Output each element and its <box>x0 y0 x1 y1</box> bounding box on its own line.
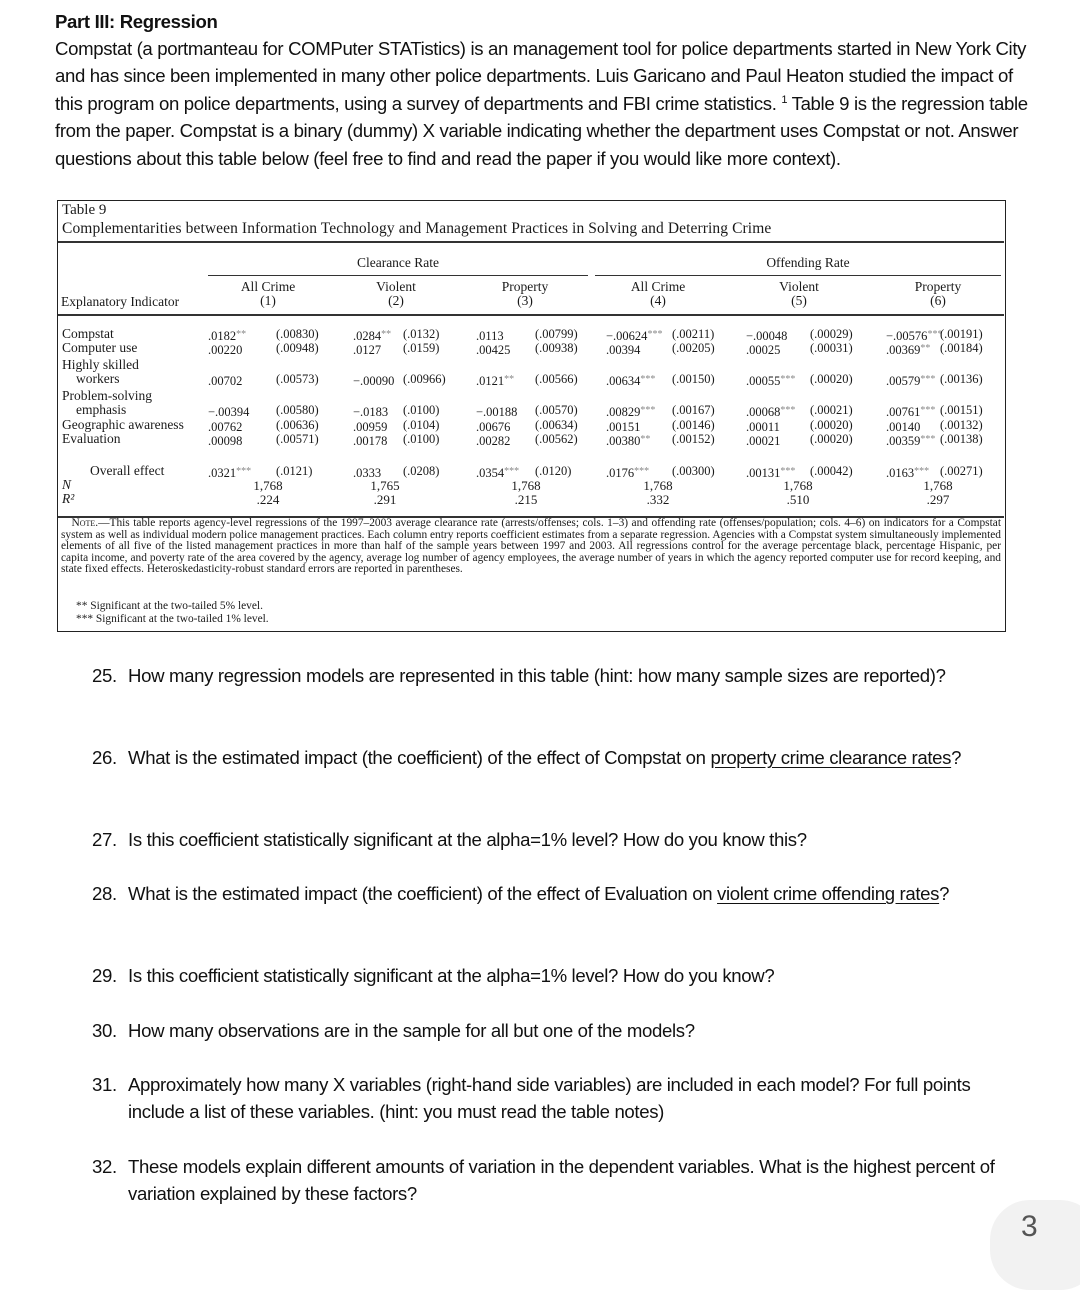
significance-stars: *** <box>236 466 252 477</box>
coefficient-cell: .00359*** <box>886 434 936 448</box>
r2-label: R² <box>62 491 75 506</box>
standard-error-cell: (.00562) <box>535 432 578 446</box>
coefficient-cell: −.00188 <box>476 405 518 419</box>
significance-stars: *** <box>780 374 796 385</box>
r2-value: .332 <box>646 492 670 507</box>
standard-error-cell: (.00571) <box>276 432 319 446</box>
row-label: Overall effect <box>90 463 165 478</box>
group-header-offending: Offending Rate <box>766 255 850 270</box>
intro-text-1: Compstat (a portmanteau for COMPuter STATistics) is an management tool for police departments started in New York City and has since been implemented in many other police departments. Luis Garicano and Paul Heaton studied the impact of this program on police departments, using a survey of departments and FBI crime statistics. <box>55 38 1027 114</box>
table-top-rule <box>58 241 1004 243</box>
coefficient-cell: .00829*** <box>606 405 656 419</box>
col-header-5: Violent (5) <box>779 279 819 308</box>
significance-stars: *** <box>647 329 663 340</box>
significance-stars: *** <box>780 405 796 416</box>
regression-table-image <box>57 200 1006 632</box>
coefficient-cell: .00676 <box>476 420 511 434</box>
underlined-phrase: violent crime offending rates <box>717 883 940 904</box>
standard-error-cell: (.0120) <box>535 464 572 478</box>
coefficient-cell: .00021 <box>746 434 781 448</box>
n-value: 1,768 <box>643 478 673 493</box>
standard-error-cell: (.00300) <box>672 464 715 478</box>
coefficient-cell: .00140 <box>886 420 921 434</box>
page-number-glyph: 3 <box>1021 1210 1038 1243</box>
coefficient-cell: −.00624*** <box>606 329 663 343</box>
coefficient-cell: .00762 <box>208 420 243 434</box>
coefficient-cell: .00131*** <box>746 466 796 480</box>
significance-stars: *** <box>780 466 796 477</box>
intro-text-2: Table 9 is the regression table from the paper. Compstat is a binary (dummy) X variable indicating whether the department uses Compstat or not. Answer questions about this table below (feel free to find and read the paper if you would like more context). <box>55 92 1028 169</box>
question-30: 30. How many observations are in the sample for all but one of the models? <box>92 1020 695 1041</box>
significance-stars: *** <box>634 466 650 477</box>
row-label: Evaluation <box>62 431 121 446</box>
underlined-phrase: property crime clearance rates <box>710 747 952 768</box>
row-label-line1: Highly skilled <box>62 357 139 372</box>
significance-stars: *** <box>914 466 930 477</box>
coefficient-cell: .00579*** <box>886 374 936 388</box>
coefficient-cell: .00098 <box>208 434 243 448</box>
question-28: 28. What is the estimated impact (the coefficient) of the effect of Evaluation on violent crime offending rates? <box>92 883 950 904</box>
intro-section <box>55 8 1045 172</box>
coefficient-cell: .0284** <box>353 329 392 343</box>
coefficient-cell: .00282 <box>476 434 511 448</box>
clearance-rule <box>208 275 588 276</box>
row-label: workers <box>76 371 120 386</box>
n-value: 1,768 <box>783 478 813 493</box>
page-corner-button[interactable] <box>990 1200 1080 1290</box>
coefficient-cell: .0121** <box>476 374 515 388</box>
question-32: 32. These models explain different amounts of variation in the dependent variables. What is the highest percent of variation explained by these factors? <box>92 1156 995 1205</box>
significance-stars: *** <box>504 466 520 477</box>
n-value: 1,768 <box>511 478 541 493</box>
question-29: 29. Is this coefficient statistically significant at the alpha=1% level? How do you know? <box>92 965 775 986</box>
coefficient-cell: .0163*** <box>886 466 930 480</box>
standard-error-cell: (.00570) <box>535 403 578 417</box>
coefficient-cell: .00025 <box>746 343 781 357</box>
col-header-4: All Crime (4) <box>630 279 686 308</box>
group-header-clearance: Clearance Rate <box>356 255 440 270</box>
standard-error-cell: (.0121) <box>276 464 313 478</box>
significance-stars: ** <box>920 343 931 354</box>
coefficient-cell: .0354*** <box>476 466 520 480</box>
significance-stars: ** <box>381 329 392 340</box>
question-27: 27. Is this coefficient statistically significant at the alpha=1% level? How do you know this? <box>92 829 807 850</box>
significance-stars: ** <box>504 374 515 385</box>
significance-stars: ** <box>640 434 651 445</box>
standard-error-cell: (.00636) <box>276 418 319 432</box>
standard-error-cell: (.0208) <box>403 464 440 478</box>
n-value: 1,768 <box>253 478 283 493</box>
standard-error-cell: (.00021) <box>810 403 853 417</box>
standard-error-cell: (.00938) <box>535 341 578 355</box>
r2-value: .224 <box>256 492 280 507</box>
table-title: Complementarities between Information Technology and Management Practices in Solving and Deterring Crime <box>62 220 772 237</box>
significance-stars: *** <box>920 405 936 416</box>
standard-error-cell: (.00580) <box>276 403 319 417</box>
section-heading: Part III: Regression <box>55 11 218 32</box>
standard-error-cell: (.0100) <box>403 403 440 417</box>
stub-header: Explanatory Indicator <box>61 294 180 309</box>
row-label: Compstat <box>62 326 114 341</box>
row-label: Computer use <box>62 340 138 355</box>
sig-1-legend: *** Significant at the two-tailed 1% level. <box>76 613 269 625</box>
standard-error-cell: (.00271) <box>940 464 983 478</box>
coefficient-cell: .0176*** <box>606 466 650 480</box>
standard-error-cell: (.0159) <box>403 341 440 355</box>
coefficient-cell: −.0183 <box>353 405 389 419</box>
standard-error-cell: (.00029) <box>810 327 853 341</box>
col-header-2: Violent (2) <box>376 279 416 308</box>
r2-value: .215 <box>514 492 538 507</box>
standard-error-cell: (.00020) <box>810 418 853 432</box>
table-note <box>61 518 1001 576</box>
significance-stars: *** <box>640 374 656 385</box>
coefficient-cell: .00055*** <box>746 374 796 388</box>
coefficient-cell: .0127 <box>353 343 382 357</box>
coefficient-cell: −.00090 <box>353 374 395 388</box>
standard-error-cell: (.00150) <box>672 372 715 386</box>
standard-error-cell: (.00799) <box>535 327 578 341</box>
r2-value: .291 <box>373 492 397 507</box>
significance-stars: *** <box>640 405 656 416</box>
table-label: Table 9 <box>62 202 107 218</box>
standard-error-cell: (.00634) <box>535 418 578 432</box>
standard-error-cell: (.00566) <box>535 372 578 386</box>
coefficient-cell: .0333 <box>353 466 382 480</box>
note-lead: Note. <box>71 517 99 529</box>
n-value: 1,768 <box>923 478 953 493</box>
standard-error-cell: (.00191) <box>940 327 983 341</box>
coefficient-cell: .0113 <box>476 329 504 343</box>
coefficient-cell: .00380** <box>606 434 651 448</box>
note-text: —This table reports agency-level regressions of the 1997–2003 average clearance rate (arrests/offenses; cols. 1–3) and offending rate (offenses/population; cols. 4–6) on indicators for a Compstat system as well as individual modern police management practices. Each column entry reports coefficient estimates from a separate regression. Agencies with a Compstat system simultaneously implemented elements of all five of the listed management practices in more than half of the sample years between 1997 and 2003. All regressions control for the average percentage black, percentage Hispanic, per capita income, and poverty rate of the area covered by the agency, average log number of agency employees, the average number of years in which the agency reported computer use for record keeping, and state fixed effects. Heteroskedasticity-robust standard errors are reported in parentheses. <box>61 517 1001 575</box>
question-25: 25. How many regression models are represented in this table (hint: how many sample sizes are reported)? <box>92 665 946 686</box>
standard-error-cell: (.00151) <box>940 403 983 417</box>
coefficient-cell: .0321*** <box>208 466 252 480</box>
sig-5-legend: ** Significant at the two-tailed 5% level. <box>76 600 263 612</box>
col-header-3: Property (3) <box>501 279 549 308</box>
standard-error-cell: (.00020) <box>810 432 853 446</box>
footnote-marker: 1 <box>781 93 788 106</box>
coefficient-cell: .00959 <box>353 420 388 434</box>
row-label-line1: Problem-solving <box>62 388 152 403</box>
intro-paragraph <box>55 35 1045 172</box>
standard-error-cell: (.00966) <box>403 372 446 386</box>
row-label: emphasis <box>76 402 127 417</box>
question-31: 31. Approximately how many X variables (right-hand side variables) are included in each model? For full points include a list of these variables. (hint: you must read the table notes) <box>92 1074 971 1123</box>
standard-error-cell: (.00830) <box>276 327 319 341</box>
significance-stars: *** <box>927 329 943 340</box>
standard-error-cell: (.00211) <box>672 327 715 341</box>
standard-error-cell: (.00138) <box>940 432 983 446</box>
col-header-1: All Crime (1) <box>240 279 296 308</box>
coefficient-cell: .00011 <box>746 420 780 434</box>
header-bottom-rule <box>58 314 1004 316</box>
n-value: 1,765 <box>370 478 400 493</box>
coefficient-cell: −.00576*** <box>886 329 943 343</box>
standard-error-cell: (.00184) <box>940 341 983 355</box>
standard-error-cell: (.00948) <box>276 341 319 355</box>
significance-stars: *** <box>920 434 936 445</box>
coefficient-cell: −.00048 <box>746 329 788 343</box>
standard-error-cell: (.00205) <box>672 341 715 355</box>
standard-error-cell: (.00573) <box>276 372 319 386</box>
standard-error-cell: (.00042) <box>810 464 853 478</box>
row-label: Geographic awareness <box>62 417 184 432</box>
r2-value: .297 <box>926 492 950 507</box>
coefficient-cell: .00761*** <box>886 405 936 419</box>
standard-error-cell: (.00167) <box>672 403 715 417</box>
coefficient-cell: .00178 <box>353 434 388 448</box>
col-header-6: Property (6) <box>914 279 962 308</box>
coefficient-cell: −.00394 <box>208 405 250 419</box>
coefficient-cell: .00068*** <box>746 405 796 419</box>
standard-error-cell: (.00146) <box>672 418 715 432</box>
standard-error-cell: (.00020) <box>810 372 853 386</box>
coefficient-cell: .00425 <box>476 343 511 357</box>
standard-error-cell: (.0104) <box>403 418 440 432</box>
question-26: 26. What is the estimated impact (the coefficient) of the effect of Compstat on property crime clearance rates? <box>92 747 962 768</box>
standard-error-cell: (.00136) <box>940 372 983 386</box>
standard-error-cell: (.00132) <box>940 418 983 432</box>
n-label: N <box>62 477 72 492</box>
coefficient-cell: .00634*** <box>606 374 656 388</box>
standard-error-cell: (.00031) <box>810 341 853 355</box>
coefficient-cell: .0182** <box>208 329 247 343</box>
significance-stars: *** <box>920 374 936 385</box>
coefficient-cell: .00702 <box>208 374 243 388</box>
coefficient-cell: .00369** <box>886 343 931 357</box>
standard-error-cell: (.00152) <box>672 432 715 446</box>
coefficient-cell: .00220 <box>208 343 243 357</box>
r2-value: .510 <box>786 492 810 507</box>
coefficient-cell: .00151 <box>606 420 641 434</box>
significance-stars: ** <box>236 329 247 340</box>
standard-error-cell: (.0132) <box>403 327 440 341</box>
offending-rule <box>595 275 1001 276</box>
standard-error-cell: (.0100) <box>403 432 440 446</box>
coefficient-cell: .00394 <box>606 343 641 357</box>
